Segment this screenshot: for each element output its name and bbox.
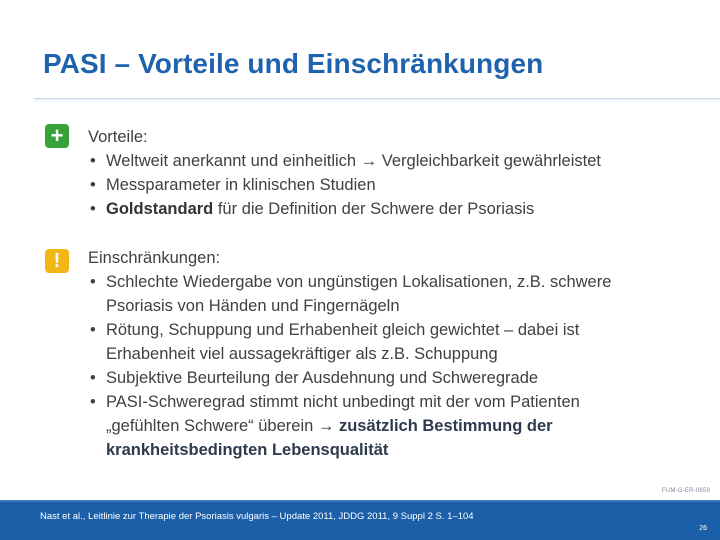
list-item: • Weltweit anerkannt und einheitlich → Vergleichbarkeit gewährleistet: [88, 149, 601, 173]
advantages-heading: Vorteile:: [88, 128, 148, 146]
footer-edge: [0, 500, 720, 502]
document-code: FUM-G-ER-0659: [662, 488, 710, 494]
list-item: • Rötung, Schuppung und Erhabenheit gleich gewichtet – dabei ist Erhabenheit viel aussagekräftiger als z.B. Schuppung: [88, 318, 611, 366]
limitations-heading: Einschränkungen:: [88, 249, 221, 267]
slide-title: PASI – Vorteile und Einschränkungen: [43, 48, 544, 79]
list-item: • PASI-Schweregrad stimmt nicht unbedingt mit der vom Patienten „gefühlten Schwere“ überein → zusätzlich Bestimmung der krankheitsbedingten Lebensqualität: [88, 390, 611, 462]
advantages-list: [88, 149, 601, 221]
exclamation-icon: !: [45, 249, 69, 273]
title-divider-shadow: [34, 99, 720, 102]
plus-icon: +: [45, 124, 69, 148]
footer-bar: [0, 500, 720, 540]
emphasis-goldstandard: Goldstandard: [106, 200, 214, 218]
page-number: 26: [699, 525, 707, 532]
limitations-list: [88, 270, 611, 462]
advantages-section: [88, 125, 601, 221]
emphasis-quality-of-life: → zusätzlich Bestimmung der: [317, 417, 553, 435]
limitations-section: [88, 246, 611, 462]
list-item: • Schlechte Wiedergabe von ungünstigen Lokalisationen, z.B. schwere Psoriasis von Händen und Fingernägeln: [88, 270, 611, 318]
list-item: • Messparameter in klinischen Studien: [88, 173, 601, 197]
list-item: • Subjektive Beurteilung der Ausdehnung und Schweregrade: [88, 366, 611, 390]
list-item: • Goldstandard für die Definition der Schwere der Psoriasis: [88, 197, 601, 221]
footer-reference: Nast et al., Leitlinie zur Therapie der Psoriasis vulgaris – Update 2011, JDDG 2011, 9 Suppl 2 S. 1–104: [40, 511, 474, 522]
